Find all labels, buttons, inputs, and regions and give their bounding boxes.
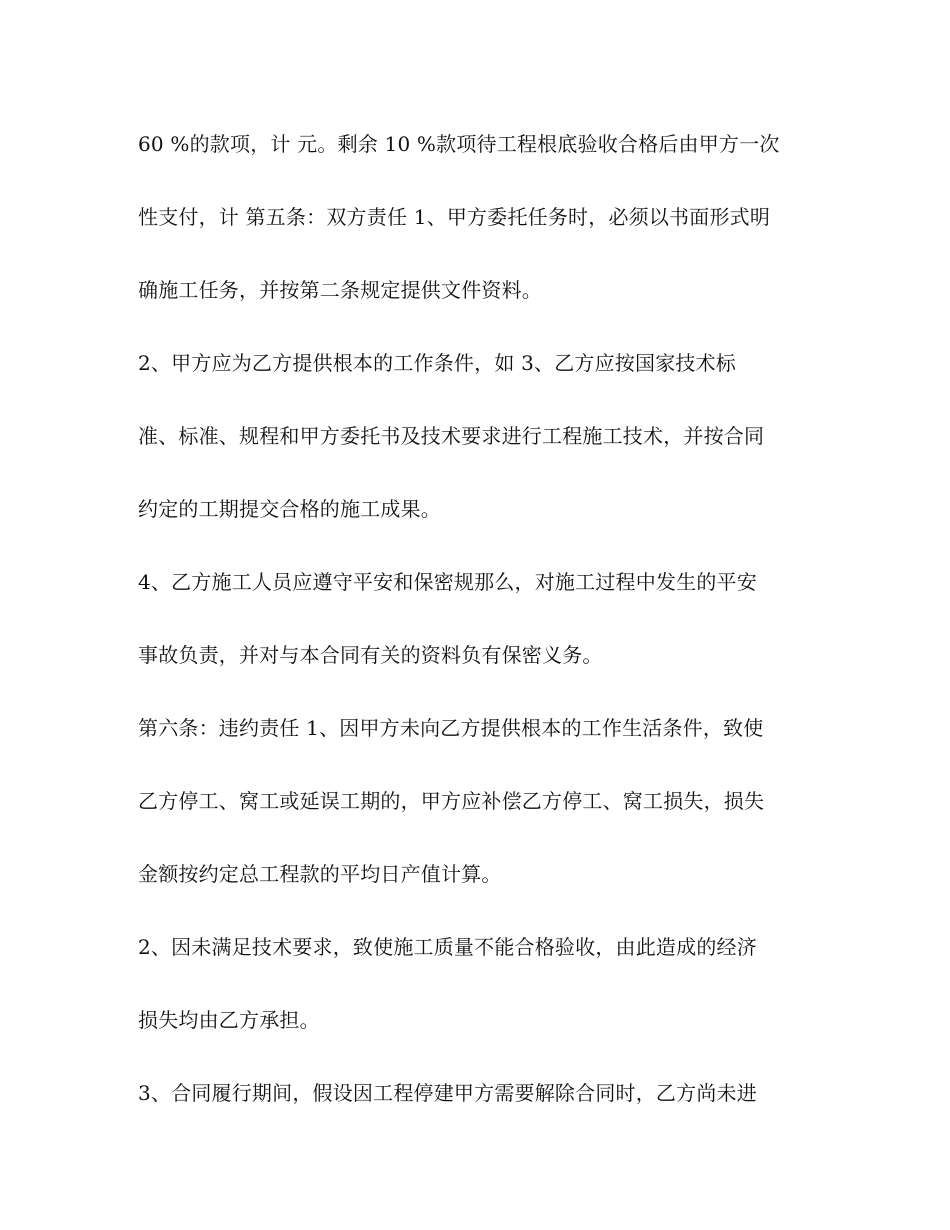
text-line: 3、合同履行期间，假设因工程停建甲方需要解除合同时，乙方尚未进: [138, 1081, 757, 1105]
text-line: 事故负责，并对与本合同有关的资料负有保密义务。: [138, 643, 603, 667]
text-line: 第六条：违约责任 1、因甲方未向乙方提供根本的工作生活条件，致使: [138, 716, 764, 740]
text-line: 损失均由乙方承担。: [138, 1008, 320, 1032]
text-line: 乙方停工、窝工或延误工期的，甲方应补偿乙方停工、窝工损失，损失: [138, 789, 765, 813]
text-line: 性支付，计 第五条：双方责任 1、甲方委托任务时，必须以书面形式明: [138, 205, 771, 229]
text-line: 准、标准、规程和甲方委托书及技术要求进行工程施工技术，并按合同: [138, 424, 765, 448]
text-line: 60 %的款项，计 元。剩余 10 %款项待工程根底验收合格后由甲方一次: [138, 132, 780, 156]
text-line: 2、因未满足技术要求，致使施工质量不能合格验收，由此造成的经济: [138, 935, 757, 959]
text-line: 约定的工期提交合格的施工成果。: [138, 497, 441, 521]
text-line: 4、乙方施工人员应遵守平安和保密规那么，对施工过程中发生的平安: [138, 570, 757, 594]
text-line: 金额按约定总工程款的平均日产值计算。: [138, 862, 502, 886]
text-line: 2、甲方应为乙方提供根本的工作条件，如 3、乙方应按国家技术标: [138, 351, 737, 375]
text-line: 确施工任务，并按第二条规定提供文件资料。: [138, 278, 542, 302]
